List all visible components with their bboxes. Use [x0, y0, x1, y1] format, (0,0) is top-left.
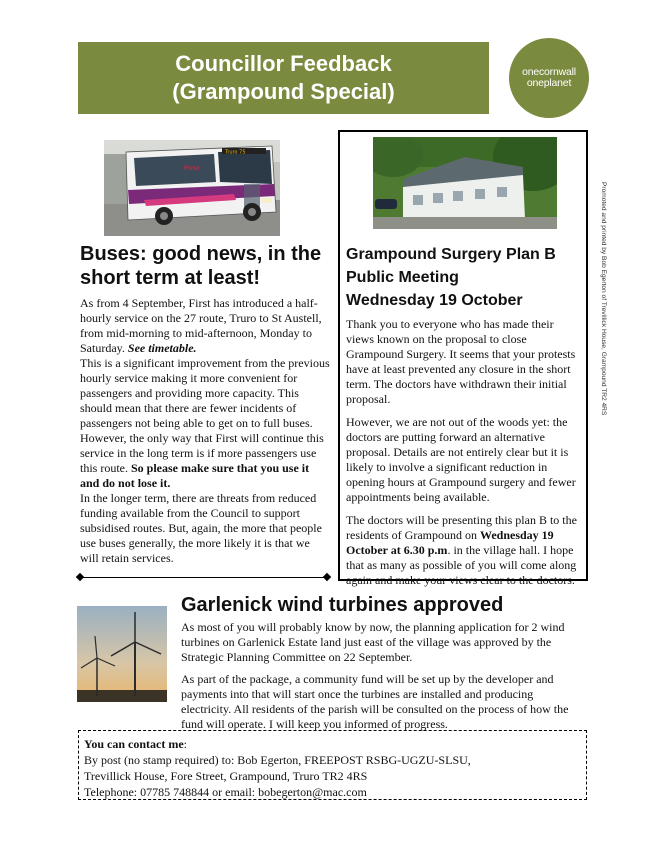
- wind-turbine-photo: [77, 606, 167, 702]
- title-line-1: Councillor Feedback: [175, 51, 392, 76]
- surgery-paragraph-3: [346, 513, 584, 588]
- logo-line-1: onecornwall: [522, 66, 576, 78]
- surgery-p3-text-b: . in the village hall. I hope that as many as possible of you will come along again and make your views clear to the doctors.: [346, 543, 577, 587]
- contact-phone-email-line: Telephone: 07785 748844 or email: bobegerton@mac.com: [84, 785, 367, 799]
- surgery-paragraph-1: Thank you to everyone who has made their views known on the proposal to close Grampound Surgery. It seems that your protests have at least prevented any closure in the short term. The doctors have withdrawn their initial proposal.: [346, 317, 576, 406]
- contact-label-row: [84, 736, 584, 752]
- turbines-paragraph-1: As most of you will probably know by now, the planning application for 2 wind turbines on Garlenick Estate land just east of the village was approved by the Strategic Planning Committee on 22 September.: [181, 620, 565, 664]
- bus-photo: [104, 140, 280, 236]
- bus-destination: Truro 75: [225, 149, 246, 156]
- bus-brand: First: [184, 165, 200, 172]
- contact-postal-line-2: Trevillick House, Fore Street, Grampound, Truro TR2 4RS: [84, 769, 368, 783]
- meeting-date-emphasis: Wednesday 19 October at 6.30 p.m: [346, 528, 554, 557]
- buses-p3-text: However, the only way that First will continue this service in the long term is if more passengers use this route.: [80, 431, 324, 475]
- surgery-article-body: [346, 317, 584, 596]
- surgery-heading-line-1: Grampound Surgery Plan B: [346, 246, 556, 263]
- title-line-2: (Grampound Special): [172, 79, 395, 104]
- surgery-building-illustration: [373, 137, 557, 229]
- contact-details: [84, 736, 584, 800]
- buses-heading: Buses: good news, in the short term at least!: [80, 243, 322, 289]
- buses-paragraph-1: [80, 296, 330, 356]
- contact-postal-line-1: By post (no stamp required) to: Bob Egerton, FREEPOST RSBG-UGZU-SLSU,: [84, 753, 471, 767]
- surgery-paragraph-2: However, we are not out of the woods yet: the doctors are putting forward an alternative proposal. Details are not entirely clear but it is likely to involve a significant reduction in opening hours at Grampound surgery and fewer appointments being available.: [346, 415, 576, 504]
- buses-paragraph-2: This is a significant improvement from the previous hourly service making it more convenient for passengers and providing more capacity. This should mean that there are fewer incidents of passengers not being able to get on to full buses.: [80, 356, 330, 430]
- one-cornwall-logo: [509, 38, 589, 118]
- surgery-photo: [373, 137, 557, 229]
- divider-diamond-right: [323, 573, 331, 581]
- wind-turbine-illustration: [77, 606, 167, 702]
- see-timetable-note: See timetable.: [127, 341, 197, 355]
- buses-p3-emphasis: So please make sure that you use it and do not lose it.: [80, 461, 310, 490]
- divider-diamond-left: [76, 573, 84, 581]
- surgery-p3-text-a: The doctors will be presenting this plan B to the residents of Grampound on: [346, 513, 577, 542]
- turbines-heading: Garlenick wind turbines approved: [181, 594, 504, 616]
- buses-p1-text: As from 4 September, First has introduced a half-hourly service on the 27 route, Truro to St Austell, from mid-morning to mid-afternoon, Monday to Saturday.: [80, 296, 322, 355]
- surgery-heading-line-3: Wednesday 19 October: [346, 292, 523, 309]
- surgery-heading: [346, 243, 586, 312]
- turbines-paragraph-2: As part of the package, a community fund will be set up by the developer and payments into that will start once the turbines are installed and producing electricity. All residents of the parish will be consulted on the process of how the fund will operate. I will keep you informed of progress.: [181, 672, 569, 731]
- newsletter-title-banner: [78, 42, 489, 114]
- column-divider: [80, 577, 327, 578]
- buses-article-body: [80, 296, 330, 566]
- imprint-side-note: [597, 182, 609, 427]
- buses-paragraph-3: [80, 431, 330, 491]
- contact-label: You can contact me: [84, 737, 184, 751]
- buses-paragraph-4: In the longer term, there are threats from reduced funding available from the Council to support subsidised routes. But, again, the more that people use buses generally, the more likely it is that we will retain services.: [80, 491, 322, 565]
- turbines-article-body: [181, 620, 586, 739]
- contact-label-colon: :: [183, 737, 187, 751]
- bus-illustration: [104, 140, 280, 236]
- imprint-text: Promoted and printed by Bob Egerton of Trevillick House, Grampound TR2 4RS: [600, 182, 607, 416]
- surgery-heading-line-2: Public Meeting: [346, 269, 459, 286]
- logo-line-2: oneplanet: [526, 77, 572, 89]
